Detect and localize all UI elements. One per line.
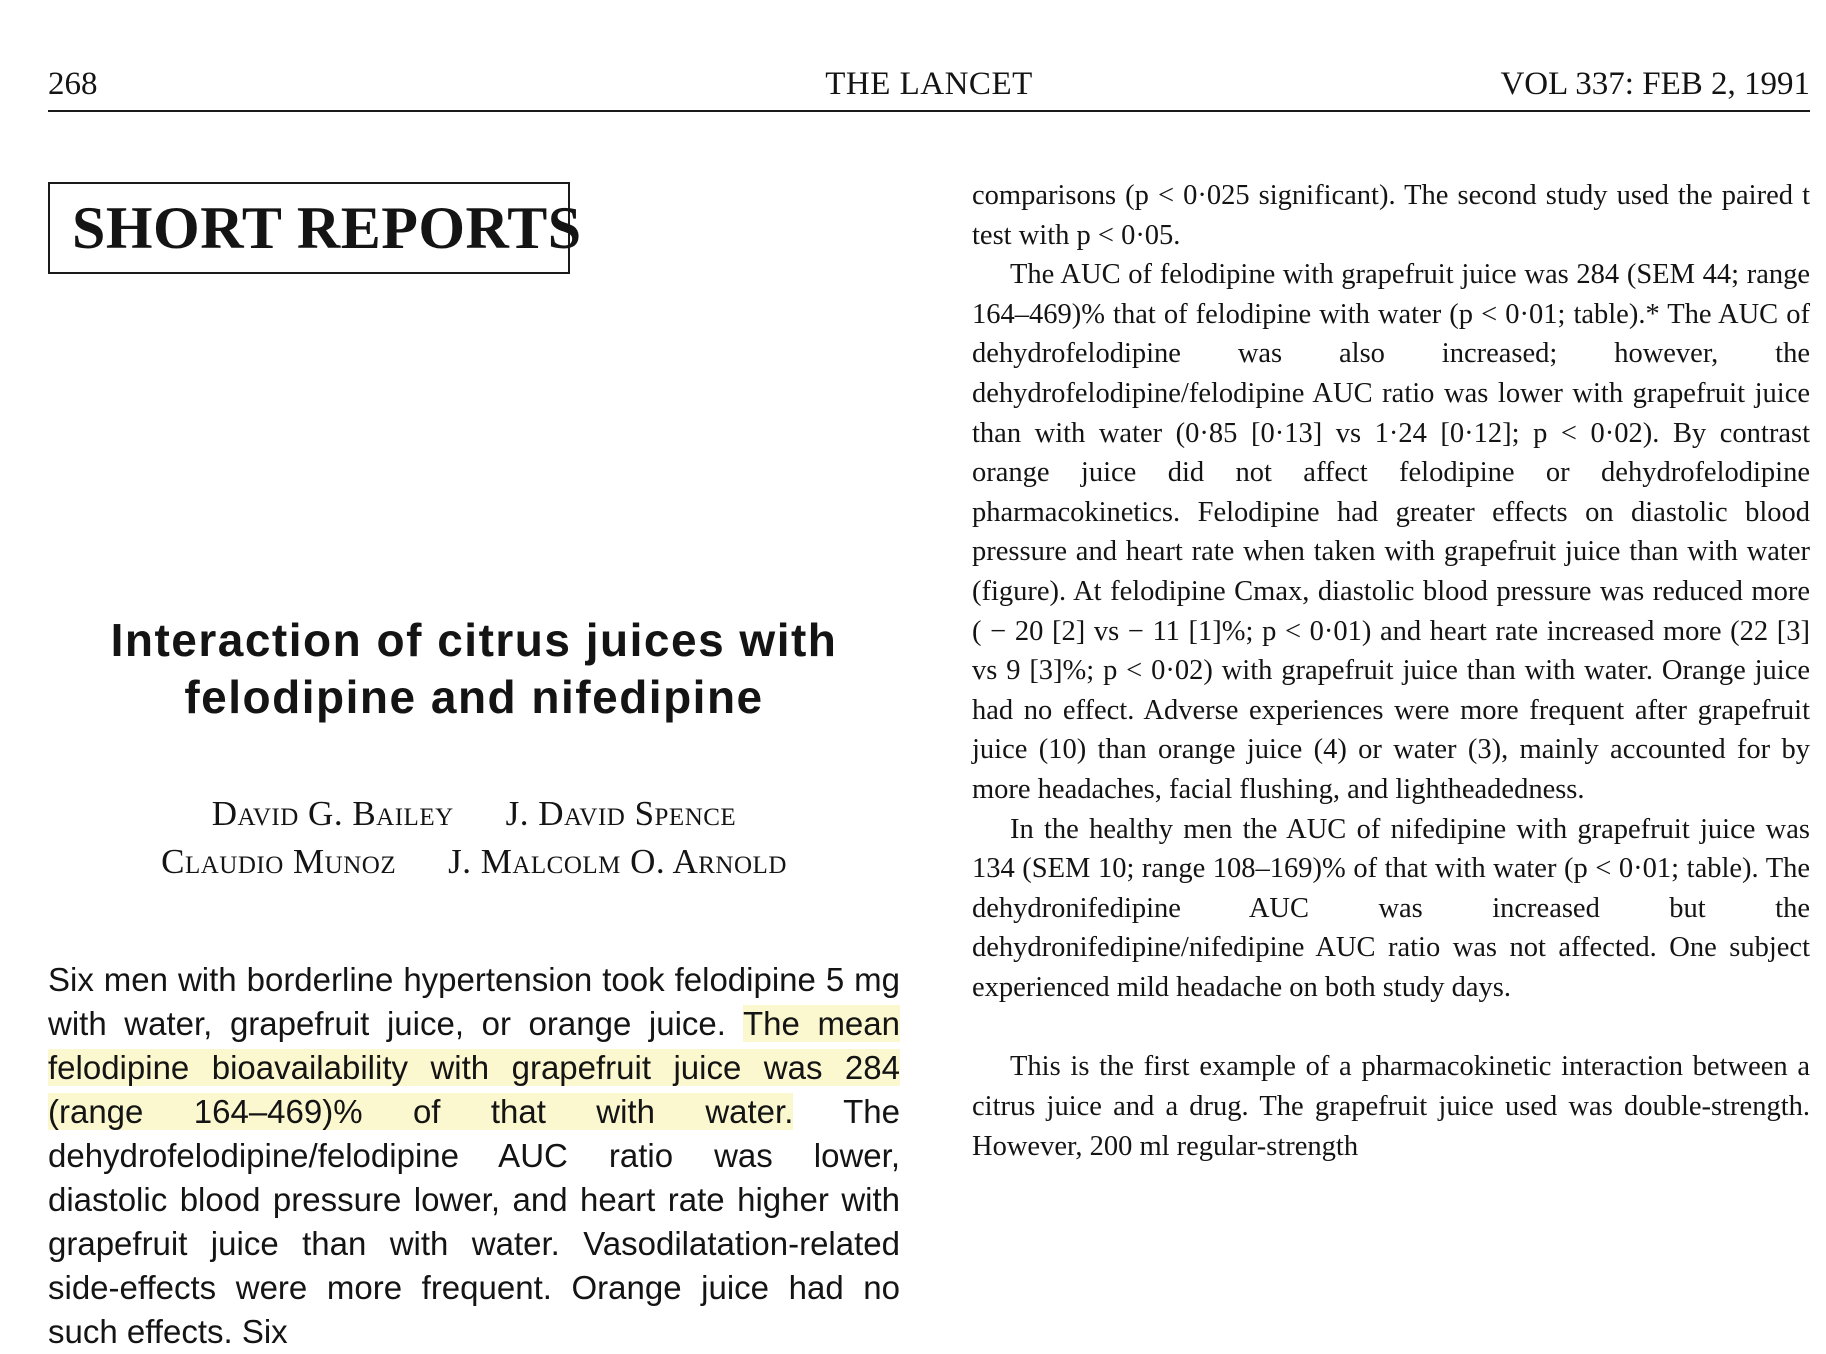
highlighted-sentence[interactable]: The mean felodipine bioavailability with grapefruit juice was 284 (range 164–469)% of that with water.: [48, 1005, 900, 1130]
body-paragraph: In the healthy men the AUC of nifedipine with grapefruit juice was 134 (SEM 10; range 108–169)% of that with water (p < 0·01; table). The dehydronifedipine AUC was increased but the dehydronifedipine/nifedipine AUC ratio was not affected. One subject experienced mild headache on both study days.: [972, 813, 1810, 1003]
body-text-column: [972, 176, 1810, 1332]
volume-date: VOL 337: FEB 2, 1991: [1500, 66, 1810, 102]
section-heading: SHORT REPORTS: [48, 182, 570, 274]
running-header: [48, 64, 1810, 104]
header-rule: [48, 110, 1810, 112]
authors-line-1: [48, 790, 900, 838]
body-paragraph: The AUC of felodipine with grapefruit juice was 284 (SEM 44; range 164–469)% that of felodipine with water (p < 0·01; table).* The AUC of dehydrofelodipine was also increased; however, the dehydrofelodipine/felodipine AUC ratio was lower with grapefruit juice than with water (0·85 [0·13] vs 1·24 [0·12]; p < 0·02). By contrast orange juice did not affect felodipine or dehydrofelodipine pharmacokinetics. Felodipine had greater effects on diastolic blood pressure and heart rate when taken with grapefruit juice than with water (figure). At felodipine Cmax, diastolic blood pressure was reduced more ( − 20 [2] vs − 11 [1]%; p < 0·01) and heart rate increased more (22 [3] vs 9 [3]%; p < 0·02) with grapefruit juice than with water. Orange juice had no effect. Adverse experiences were more frequent after grapefruit juice (10) than orange juice (4) or water (3), mainly accounted for by more headaches, facial flushing, and lightheadedness.: [972, 259, 1810, 805]
journal-name: THE LANCET: [825, 66, 1033, 102]
title-line-1: Interaction of citrus juices with: [110, 614, 838, 666]
author-name: David G. Bailey: [211, 794, 454, 833]
article-title: [48, 612, 900, 726]
title-line-2: felodipine and nifedipine: [184, 671, 764, 723]
abstract: [48, 958, 901, 1350]
authors-line-2: [48, 838, 900, 886]
author-name: Claudio Munoz: [161, 842, 397, 881]
author-name: J. Malcolm O. Arnold: [448, 842, 787, 881]
body-paragraph: comparisons (p < 0·025 significant). The second study used the paired t test with p < 0·05.: [972, 180, 1810, 251]
page-number: 268: [48, 66, 98, 102]
abstract-text: The dehydrofelodipine/felodipine AUC ratio was lower, diastolic blood pressure lower, and heart rate higher with grapefruit juice than with water. Vasodilatation-related side-effects were more frequent. Orange juice had no such effects. Six: [48, 1093, 901, 1350]
author-name: J. David Spence: [505, 794, 737, 833]
abstract-text: Six men with borderline hypertension took felodipine 5 mg with water, grapefruit juice, or orange juice.: [48, 961, 900, 1042]
author-list: [48, 790, 900, 886]
body-paragraph: This is the first example of a pharmacokinetic interaction between a citrus juice and a drug. The grapefruit juice used was double-strength. However, 200 ml regular-strength: [972, 1051, 1810, 1162]
